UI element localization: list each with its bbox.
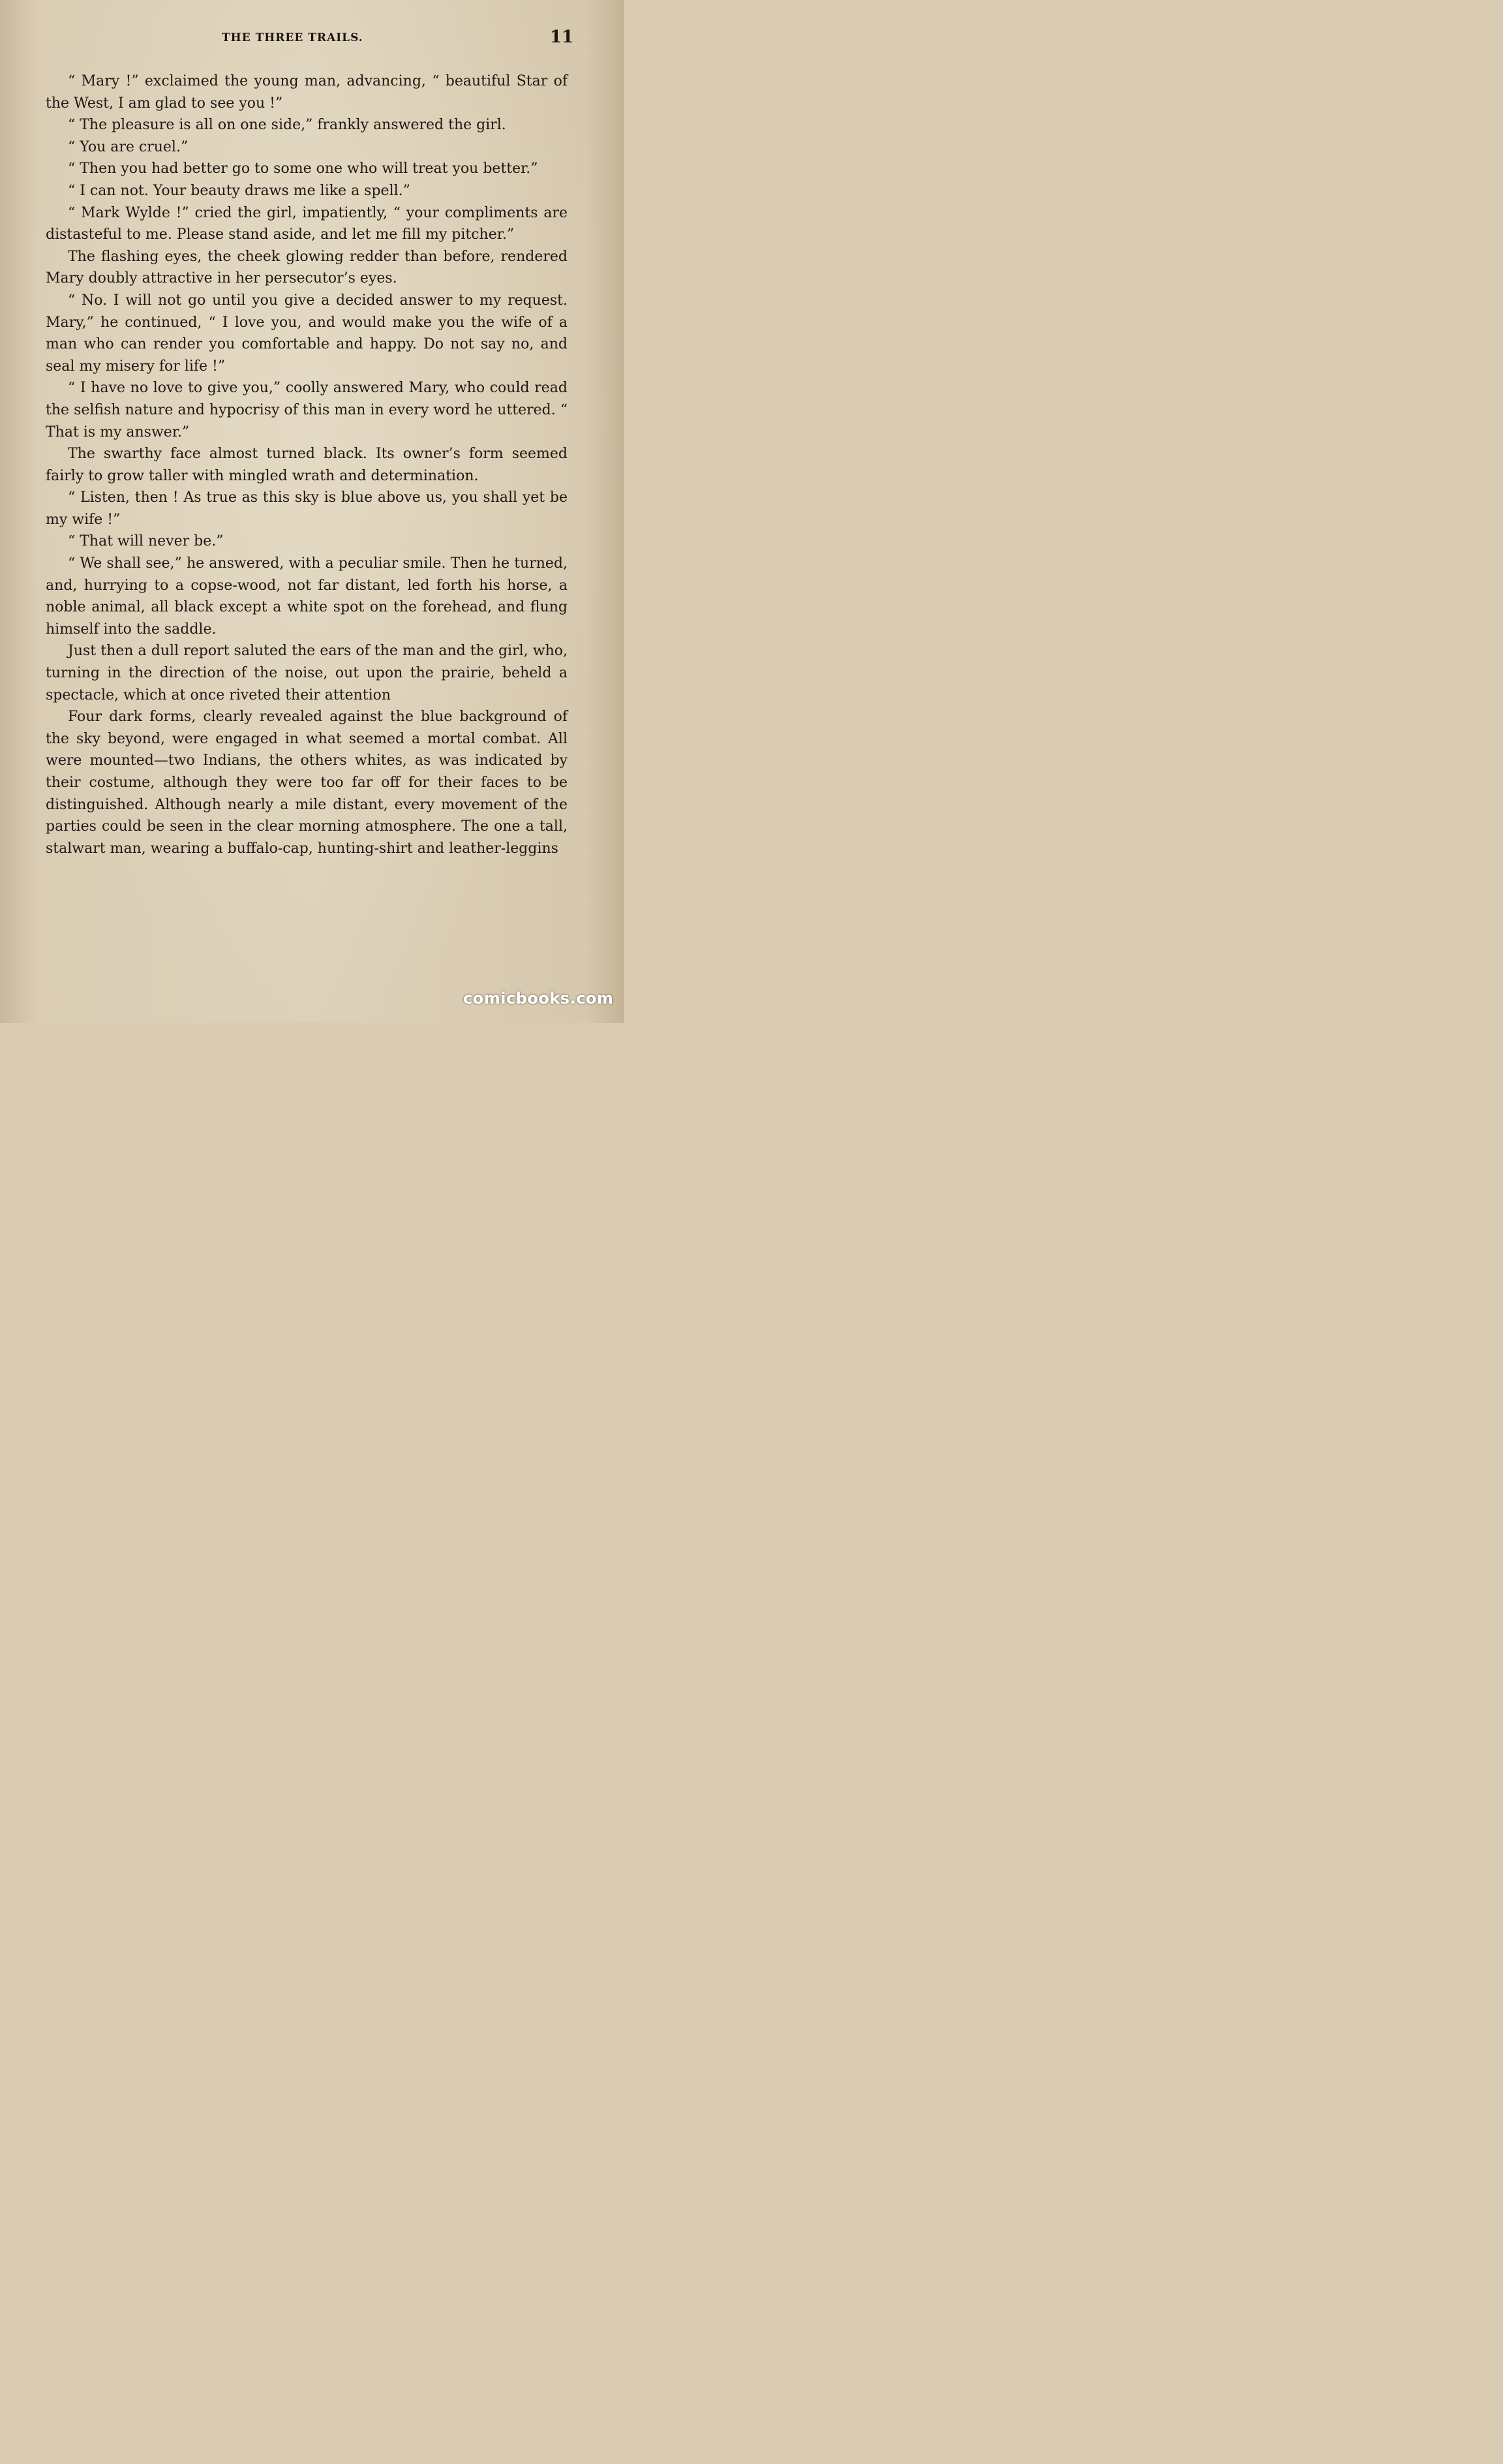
paragraph: “ That will never be.” <box>68 533 224 550</box>
paragraph: Four dark forms, clearly revealed against the blue background of the sky beyond, were engaged in what seemed a mortal combat. All were mounted—two Indians, the others whites, as was indicated by their costume, although they were too far off for their faces to be distinguished. Although nearly a mile distant, every movement of the parties could be seen in the clear morning atmosphere. The one a tall, stalwart man, wearing a buffalo-cap, hunting-shirt and leather-leggins <box>46 709 568 857</box>
paragraph: “ You are cruel.” <box>68 138 189 155</box>
paragraph: “ I can not. Your beauty draws me like a spell.” <box>68 182 410 199</box>
paragraph: “ Then you had better go to some one who will treat you better.” <box>68 161 538 177</box>
book-page <box>0 0 624 1023</box>
paragraph: Just then a dull report saluted the ears of the man and the girl, who, turning in the direction of the noise, out upon the prairie, beheld a spectacle, which at once riveted their attention <box>46 643 568 703</box>
paragraph: “ We shall see,” he answered, with a peculiar smile. Then he turned, and, hurrying to a copse-wood, not far distant, led forth his horse, a noble animal, all black except a white spot on the forehead, and flung himself into the saddle. <box>46 555 568 638</box>
watermark: comicbooks.com <box>463 989 614 1008</box>
paragraph: The swarthy face almost turned black. Its owner’s form seemed fairly to grow taller with mingled wrath and determination. <box>46 446 568 484</box>
paragraph: “ I have no love to give you,” coolly answered Mary, who could read the selfish nature and hypocrisy of this man in every word he uttered. “ That is my answer.” <box>46 380 568 440</box>
paragraph: “ The pleasure is all on one side,” frankly answered the girl. <box>68 117 506 134</box>
paragraph: The flashing eyes, the cheek glowing redder than before, rendered Mary doubly attractive in her persecutor’s eyes. <box>46 248 568 287</box>
paragraph: “ No. I will not go until you give a decided answer to my request. Mary,” he continued, “ I love you, and would make you the wife of a man who can render you comfortable and happy. Do not say no, and seal my misery for life !” <box>46 292 568 375</box>
paragraph: “ Mary !” exclaimed the young man, advancing, “ beautiful Star of the West, I am glad to see you !” <box>46 73 568 112</box>
body-text <box>46 70 568 859</box>
page-number: 11 <box>550 27 574 47</box>
page-header <box>0 29 624 48</box>
running-title: THE THREE TRAILS. <box>222 31 363 44</box>
paragraph: “ Mark Wylde !” cried the girl, impatiently, “ your compliments are distasteful to me. Please stand aside, and let me fill my pitcher.” <box>46 204 568 243</box>
paragraph: “ Listen, then ! As true as this sky is blue above us, you shall yet be my wife !” <box>46 489 568 528</box>
